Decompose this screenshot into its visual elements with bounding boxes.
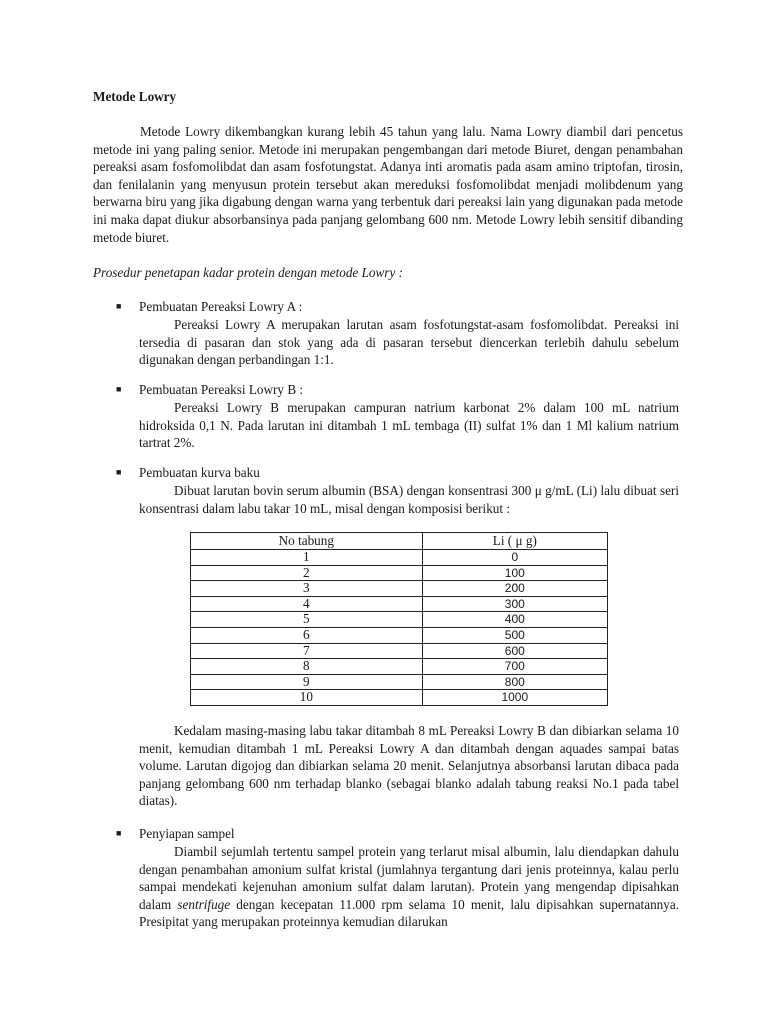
table-cell: 800 — [422, 674, 607, 690]
table-cell: 8 — [191, 659, 423, 675]
table-cell: 0 — [422, 550, 607, 566]
bullet-icon: ■ — [116, 467, 122, 477]
table-row — [191, 659, 608, 675]
document-heading: Metode Lowry — [93, 89, 177, 104]
table-cell: 7 — [191, 643, 423, 659]
table-row — [191, 643, 608, 659]
table-cell: 500 — [422, 627, 607, 643]
table-cell: 100 — [422, 565, 607, 581]
table-row — [191, 612, 608, 628]
item-body-lowry-a: Pereaksi Lowry A merupakan larutan asam fosfotungstat-asam fosfomolibdat. Pereaksi ini tersedia di pasaran dan stok yang ada di pasaran tersebut diencerkan terlebih dahulu sebelum digunakan dengan perbandingan 1:1. — [139, 317, 679, 368]
table-cell: 600 — [422, 643, 607, 659]
table-cell: 200 — [422, 581, 607, 597]
table-row — [191, 690, 608, 706]
item-body-lowry-b: Pereaksi Lowry B merupakan campuran natrium karbonat 2% dalam 100 mL natrium hidroksida 0,1 N. Pada larutan ini ditambah 1 mL tembaga (II) sulfat 1% dan 1 Ml kalium natrium tartrat 2%. — [139, 400, 679, 451]
table-row — [191, 674, 608, 690]
table-row — [191, 627, 608, 643]
table-row — [191, 581, 608, 597]
item-title-penyiapan-sampel: Penyiapan sampel — [139, 826, 235, 841]
bullet-icon: ■ — [116, 828, 122, 838]
table-cell: 4 — [191, 596, 423, 612]
intro-paragraph: Metode Lowry dikembangkan kurang lebih 45 tahun yang lalu. Nama Lowry diambil dari pencetus metode ini yang paling senior. Metode ini merupakan pengembangan dari metode Biuret, dengan penambahan pereaksi asam fosfomolibdat dan asam fosfotungstat. Adanya inti aromatis pada asam amino triptofan, tirosin, dan fenilalanin yang menyusun protein tersebut akan mereduksi fosfomolibdat menjadi molibdenum yang berwarna biru yang jika digabung dengan warna yang terbentuk dari pereaksi lain yang digunakan pada metode ini maka dapat diukur absorbansinya pada panjang gelombang 600 nm. Metode Lowry lebih sensitif dibanding metode biuret. — [93, 124, 683, 245]
table-header-li: Li ( μ g) — [422, 533, 607, 550]
item-body-kurva-baku: Dibuat larutan bovin serum albumin (BSA) dengan konsentrasi 300 μ g/mL (Li) lalu dibuat seri konsentrasi dalam labu takar 10 mL, misal dengan komposisi berikut : — [139, 483, 679, 516]
table-row — [191, 596, 608, 612]
table-header-row — [191, 533, 608, 550]
item-title-kurva-baku: Pembuatan kurva baku — [139, 465, 260, 480]
bullet-icon: ■ — [116, 301, 122, 311]
item-body-penyiapan-sampel — [139, 843, 679, 931]
after-table-paragraph: Kedalam masing-masing labu takar ditambah 8 mL Pereaksi Lowry B dan dibiarkan selama 10 menit, kemudian ditambah 1 mL Pereaksi Lowry A dan ditambah dengan aquades sampai batas volume. Larutan digojog dan dibiarkan selama 20 menit. Selanjutnya absorbansi larutan dibaca pada panjang gelombang 600 nm terhadap blanko (sebagai blanko adalah tabung reaksi No.1 pada tabel diatas). — [139, 723, 679, 809]
table-cell: 700 — [422, 659, 607, 675]
sample-text-part-2: dengan kecepatan 11.000 rpm selama 10 menit, lalu dipisahkan supernatannya. Presipitat yang merupakan proteinnya kemudian dilarukan — [139, 896, 680, 930]
table-cell: 300 — [422, 596, 607, 612]
table-header-tube: No tabung — [191, 533, 423, 550]
sample-text-italic: sentrifuge — [177, 896, 231, 912]
bullet-icon: ■ — [116, 384, 122, 394]
table-cell: 3 — [191, 581, 423, 597]
table-cell: 5 — [191, 612, 423, 628]
sample-text-part-1: Diambil sejumlah tertentu sampel protein yang terlarut misal albumin, lalu diendapkan dahulu dengan penambahan amonium sulfat kristal (jumlahnya tergantung dari jenis proteinnya, kalau perlu sampai mendekati kejenuhan amonium sulfat dalam larutan). Protein yang mengendap dipisahkan dalam — [139, 844, 679, 912]
procedure-title: Prosedur penetapan kadar protein dengan metode Lowry : — [93, 265, 403, 280]
table-cell: 6 — [191, 627, 423, 643]
table-cell: 1000 — [422, 690, 607, 706]
table-cell: 400 — [422, 612, 607, 628]
item-title-lowry-b: Pembuatan Pereaksi Lowry B : — [139, 382, 304, 397]
table-row — [191, 550, 608, 566]
table-cell: 10 — [191, 690, 423, 706]
table-cell: 1 — [191, 550, 423, 566]
table-cell: 9 — [191, 674, 423, 690]
table-row — [191, 565, 608, 581]
concentration-table — [190, 532, 608, 706]
table-cell: 2 — [191, 565, 423, 581]
item-title-lowry-a: Pembuatan Pereaksi Lowry A : — [139, 299, 303, 314]
